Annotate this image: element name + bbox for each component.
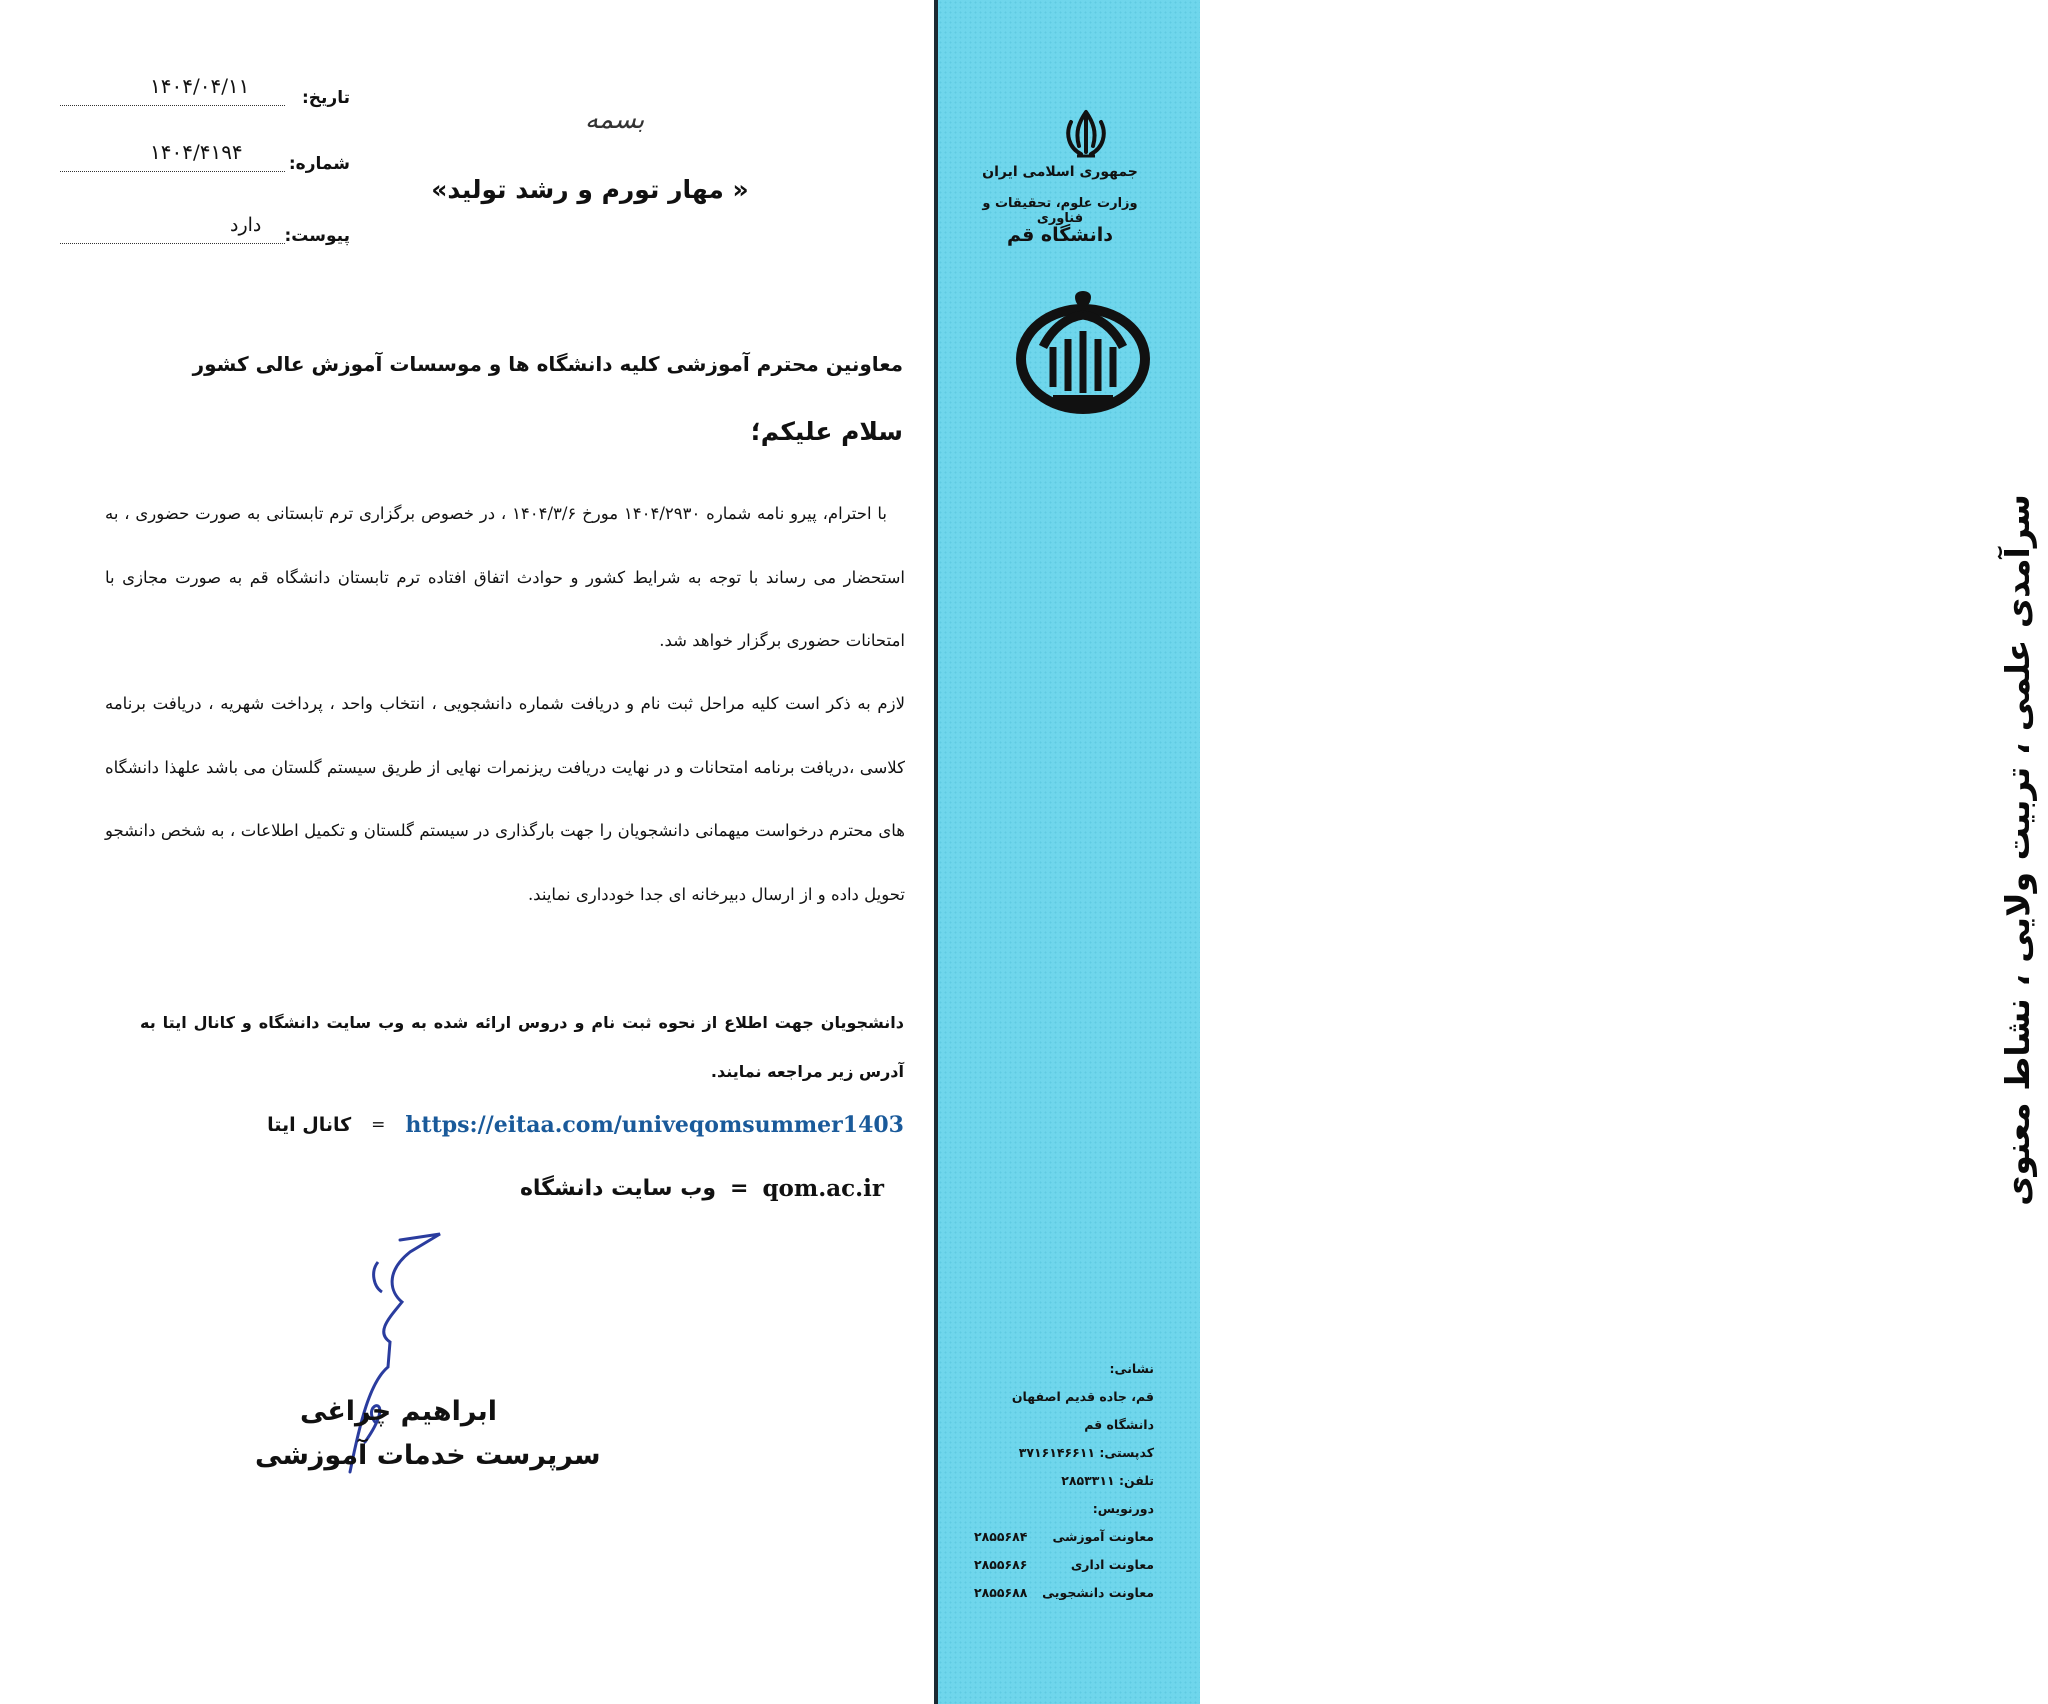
attachment-value: دارد (230, 214, 262, 236)
signatory-title: سرپرست خدمات آموزشی (255, 1440, 601, 1471)
basmala: بسمه (585, 105, 645, 135)
body-paragraph: لازم به ذکر است کلیه مراحل ثبت نام و دریافت شماره دانشجویی ، انتخاب واحد ، پرداخت شهریه ، دریافت برنامه کلاسی ،دریافت برنامه امتحانات و در نهایت دریافت ریزنمرات نهایی از طریق سیستم گلستان می باشد علهذا دانشگاه های محترم درخواست میهمانی دانشجویان را جهت بارگذاری در سیستم گلستان و تکمیل اطلاعات ، به شخص دانشجو تحویل داده و از ارسال دبیرخانه ای جدا خودداری نمایند. (105, 694, 905, 904)
fax-label: معاونت اداری (1070, 1557, 1154, 1572)
fax-row (974, 1579, 1154, 1607)
fax-value: ۲۸۵۵۶۸۴ (974, 1529, 1028, 1544)
website-row (520, 1175, 884, 1202)
address-line: قم، جاده قدیم اصفهان (1011, 1389, 1154, 1404)
fax-label: معاونت دانشجویی (1042, 1585, 1154, 1600)
equals-sign: = (371, 1115, 386, 1135)
eitaa-channel-row (267, 1112, 904, 1138)
letterhead-sidebar (938, 0, 2037, 1704)
number-label: شماره: (288, 154, 350, 174)
iran-emblem-icon (1057, 106, 1115, 164)
fax-row (974, 1523, 1154, 1551)
phone-number: تلفن: ۲۸۵۳۳۱۱ (1061, 1473, 1154, 1488)
postal-code: کدپستی: ۳۷۱۶۱۴۶۶۱۱ (1018, 1445, 1154, 1460)
date-value: ۱۴۰۴/۰۴/۱۱ (150, 74, 250, 98)
university-slogan: سرآمدی علمی ، تربیت ولایی ، نشاط معنوی (1998, 494, 2037, 1206)
attachment-field (60, 210, 350, 250)
contact-block (934, 1355, 1154, 1607)
university-name: دانشگاه قم (1006, 224, 1114, 246)
date-line (60, 105, 285, 106)
eitaa-link[interactable]: https://eitaa.com/univeqomsummer1403 (405, 1112, 904, 1138)
attachment-line (60, 243, 285, 244)
number-field (60, 138, 350, 178)
date-field (60, 72, 350, 112)
year-motto: « مهار تورم و رشد تولید» (431, 175, 749, 204)
country-name: جمهوری اسلامی ایران (982, 164, 1138, 180)
notice-paragraph: دانشجویان جهت اطلاع از نحوه ثبت نام و دروس ارائه شده به وب سایت دانشگاه و کانال ایتا به آدرس زیر مراجعه نمایند. (140, 1013, 904, 1081)
university-logo-icon (1013, 287, 1153, 417)
signatory-name: ابراهیم چراغی (300, 1396, 498, 1427)
website-url[interactable]: qom.ac.ir (762, 1175, 884, 1202)
number-value: ۱۴۰۴/۴۱۹۴ (150, 140, 243, 164)
equals-sign: = (730, 1176, 749, 1201)
body-paragraph: با احترام، پیرو نامه شماره ۱۴۰۴/۲۹۳۰ مورخ ۱۴۰۴/۳/۶ ، در خصوص برگزاری ترم تابستانی به صورت حضوری ، به استحضار می رساند با توجه به شرایط کشور و حوادث اتفاق افتاده ترم تابستان دانشگاه قم به صورت مجازی با امتحانات حضوری برگزار خواهد شد. (105, 504, 905, 650)
address-title: نشانی: (1109, 1361, 1154, 1376)
fax-row (974, 1551, 1154, 1579)
fax-label: معاونت آموزشی (1052, 1529, 1154, 1544)
address-line: دانشگاه قم (1084, 1417, 1154, 1432)
number-line (60, 171, 285, 172)
addressee: معاونین محترم آموزشی کلیه دانشگاه ها و موسسات آموزش عالی کشور (192, 352, 903, 376)
attachment-label: پیوست: (284, 226, 350, 246)
fax-value: ۲۸۵۵۶۸۸ (974, 1585, 1028, 1600)
fax-title: دورنویس: (1092, 1501, 1154, 1516)
eitaa-label: کانال ایتا (267, 1114, 352, 1136)
ministry-name: وزارت علوم، تحقیقات و فناوری (982, 196, 1138, 226)
website-label: وب سایت دانشگاه (519, 1176, 717, 1201)
date-label: تاریخ: (302, 88, 350, 108)
fax-value: ۲۸۵۵۶۸۶ (974, 1557, 1028, 1572)
greeting: سلام علیکم؛ (750, 417, 903, 446)
